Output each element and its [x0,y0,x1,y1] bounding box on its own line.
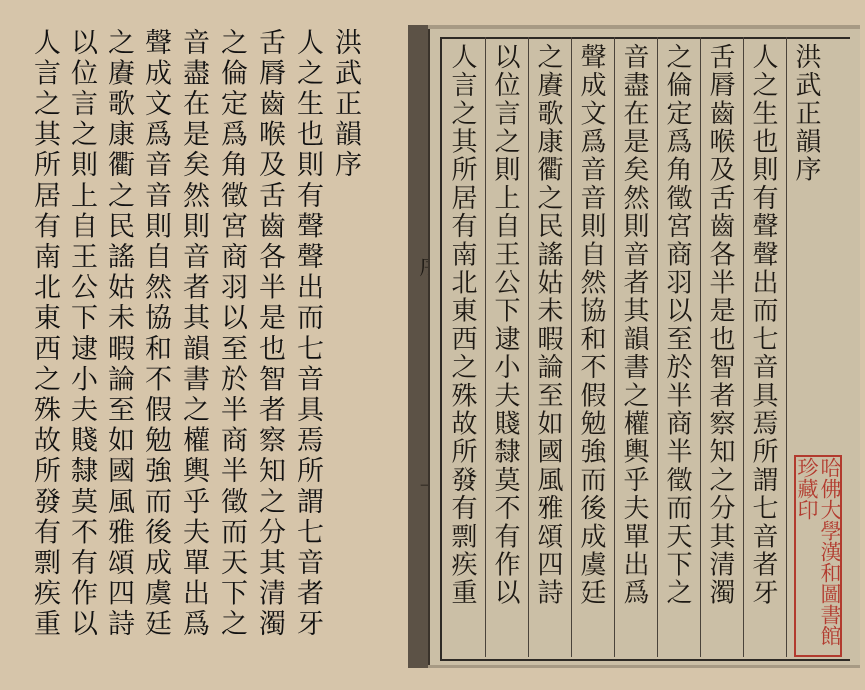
text-column: 舌脣齒喉及舌齒各半是也智者察知之分其清濁 [254,28,285,640]
scanned-page-image [408,25,860,668]
scan-text-column: 聲成文爲音音則自然協和不假勉強而後成虞廷 [576,43,606,607]
scan-text-column: 之倫定爲角徵宮商羽以至於半商半徵而天下之 [662,43,692,607]
column-rule [657,37,658,657]
text-column: 之賡歌康衢之民謠姑未暇論至如國風雅頌四詩 [103,28,134,640]
scan-title-column: 洪武正韻序 [791,43,821,184]
column-rule [528,37,529,657]
column-rule [614,37,615,657]
scan-text-column: 音盡在是矣然則音者其韻書之權輿乎夫單出爲 [619,43,649,607]
scan-text-column: 舌脣齒喉及舌齒各半是也智者察知之分其清濁 [705,43,735,607]
scan-text-column: 人之生也則有聲聲出而七音具焉所謂七音者牙 [748,43,778,607]
transcription-panel [0,0,400,690]
text-column: 以位言之則上自王公下逮小夫賤隸莫不有作以 [66,28,97,640]
column-rule [485,37,486,657]
column-rule [700,37,701,657]
text-column: 之倫定爲角徵宮商羽以至於半商半徵而天下之 [216,28,247,640]
binding-margin [408,25,428,668]
column-rule [571,37,572,657]
text-column: 音盡在是矣然則音者其韻書之權輿乎夫單出爲 [178,28,209,640]
scan-text-column: 以位言之則上自王公下逮小夫賤隸莫不有作以 [490,43,520,607]
scan-text-column: 人言之其所居有南北東西之殊故所發有剽疾重 [447,43,477,607]
scan-text-column: 之賡歌康衢之民謠姑未暇論至如國風雅頌四詩 [533,43,563,607]
text-column: 人言之其所居有南北東西之殊故所發有剽疾重 [29,28,60,640]
text-column: 人之生也則有聲聲出而七音具焉所謂七音者牙 [292,28,323,640]
library-seal: 哈佛大學漢和圖書館珍藏印 [794,455,842,657]
column-rule [786,37,787,657]
column-rule [743,37,744,657]
text-column: 聲成文爲音音則自然協和不假勉強而後成虞廷 [140,28,171,640]
title-column: 洪武正韻序 [330,28,361,181]
